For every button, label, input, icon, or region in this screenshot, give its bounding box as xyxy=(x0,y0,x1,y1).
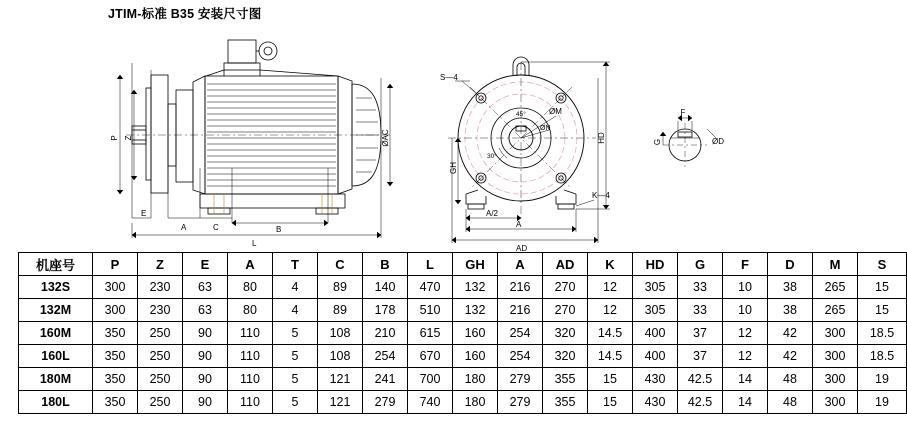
column-header: D xyxy=(768,253,813,276)
column-header: B xyxy=(363,253,408,276)
dimension-table xyxy=(18,252,907,414)
label-A2: A/2 xyxy=(486,209,499,218)
table-cell: 110 xyxy=(228,391,273,414)
column-header: Z xyxy=(138,253,183,276)
column-header: GH xyxy=(453,253,498,276)
table-cell: 740 xyxy=(408,391,453,414)
table-cell: 42 xyxy=(768,345,813,368)
table-row xyxy=(19,345,907,368)
table-cell: 400 xyxy=(633,345,678,368)
table-cell: 63 xyxy=(183,276,228,299)
table-cell: 14 xyxy=(723,368,768,391)
table-cell: 254 xyxy=(498,322,543,345)
table-cell: 510 xyxy=(408,299,453,322)
label-E: E xyxy=(141,209,147,218)
table-cell: 265 xyxy=(813,299,858,322)
table-cell: 48 xyxy=(768,368,813,391)
column-header: S xyxy=(858,253,907,276)
column-header: K xyxy=(588,253,633,276)
table-cell: 63 xyxy=(183,299,228,322)
table-cell: 350 xyxy=(93,368,138,391)
table-cell: 12 xyxy=(723,345,768,368)
table-cell: 110 xyxy=(228,322,273,345)
label-P: P xyxy=(110,135,119,141)
column-header: A xyxy=(498,253,543,276)
table-cell: 10 xyxy=(723,299,768,322)
label-30: 30° xyxy=(487,153,497,160)
label-M: ØM xyxy=(549,107,562,116)
table-cell: 355 xyxy=(543,368,588,391)
label-GH: GH xyxy=(449,162,458,174)
table-cell: 265 xyxy=(813,276,858,299)
label-S4: S—4 xyxy=(440,73,458,82)
table-header-row xyxy=(19,253,907,276)
label-K4: K—4 xyxy=(592,191,610,200)
table-cell: 470 xyxy=(408,276,453,299)
table-cell: 279 xyxy=(498,391,543,414)
label-L: L xyxy=(252,239,257,248)
table-cell: 300 xyxy=(93,276,138,299)
technical-drawing xyxy=(0,18,800,253)
table-cell: 254 xyxy=(363,345,408,368)
table-cell: 250 xyxy=(138,322,183,345)
label-45: 45° xyxy=(516,111,526,118)
table-cell: 140 xyxy=(363,276,408,299)
table-cell: 12 xyxy=(588,299,633,322)
table-cell: 15 xyxy=(858,299,907,322)
table-cell: 10 xyxy=(723,276,768,299)
table-cell: 350 xyxy=(93,391,138,414)
table-row xyxy=(19,391,907,414)
column-header: 机座号 xyxy=(19,253,93,276)
label-Afront: A xyxy=(516,220,522,229)
table-cell: 42.5 xyxy=(678,368,723,391)
table-cell: 320 xyxy=(543,322,588,345)
table-row xyxy=(19,368,907,391)
table-cell: 254 xyxy=(498,345,543,368)
label-G: G xyxy=(653,138,662,146)
table-cell: 15 xyxy=(858,276,907,299)
table-row xyxy=(19,299,907,322)
column-header: HD xyxy=(633,253,678,276)
table-cell: 38 xyxy=(768,276,813,299)
table-cell: 89 xyxy=(318,276,363,299)
table-cell: 132 xyxy=(453,299,498,322)
table-cell: 5 xyxy=(273,368,318,391)
cell-frame-size: 160L xyxy=(19,345,93,368)
table-row xyxy=(19,276,907,299)
table-cell: 350 xyxy=(93,345,138,368)
table-cell: 279 xyxy=(498,368,543,391)
table-cell: 80 xyxy=(228,299,273,322)
label-B: B xyxy=(276,225,282,234)
column-header: E xyxy=(183,253,228,276)
table-cell: 216 xyxy=(498,276,543,299)
table-cell: 15 xyxy=(588,391,633,414)
table-cell: 350 xyxy=(93,322,138,345)
table-cell: 4 xyxy=(273,276,318,299)
table-cell: 250 xyxy=(138,345,183,368)
column-header: M xyxy=(813,253,858,276)
table-cell: 12 xyxy=(723,322,768,345)
label-N: ØN xyxy=(540,125,551,132)
column-header: C xyxy=(318,253,363,276)
table-cell: 42.5 xyxy=(678,391,723,414)
label-AC: ØAC xyxy=(381,129,390,147)
table-cell: 14.5 xyxy=(588,345,633,368)
column-header: AD xyxy=(543,253,588,276)
table-cell: 270 xyxy=(543,276,588,299)
table-cell: 18.5 xyxy=(858,322,907,345)
cell-frame-size: 180M xyxy=(19,368,93,391)
table-cell: 178 xyxy=(363,299,408,322)
table-cell: 160 xyxy=(453,345,498,368)
column-header: G xyxy=(678,253,723,276)
dimension-table-wrapper xyxy=(18,252,895,414)
table-cell: 300 xyxy=(813,391,858,414)
table-cell: 400 xyxy=(633,322,678,345)
table-cell: 90 xyxy=(183,322,228,345)
table-cell: 90 xyxy=(183,345,228,368)
table-cell: 230 xyxy=(138,299,183,322)
table-cell: 19 xyxy=(858,368,907,391)
table-cell: 160 xyxy=(453,322,498,345)
table-cell: 15 xyxy=(588,368,633,391)
table-row xyxy=(19,322,907,345)
table-cell: 300 xyxy=(813,322,858,345)
table-cell: 37 xyxy=(678,345,723,368)
label-F: F xyxy=(680,108,686,117)
table-cell: 320 xyxy=(543,345,588,368)
table-cell: 615 xyxy=(408,322,453,345)
table-cell: 180 xyxy=(453,368,498,391)
label-AD: AD xyxy=(516,244,528,253)
table-cell: 250 xyxy=(138,391,183,414)
table-cell: 230 xyxy=(138,276,183,299)
table-cell: 37 xyxy=(678,322,723,345)
label-C: C xyxy=(213,223,219,232)
table-cell: 33 xyxy=(678,276,723,299)
label-HD: HD xyxy=(597,132,606,144)
table-cell: 19 xyxy=(858,391,907,414)
table-cell: 430 xyxy=(633,368,678,391)
label-Z: Z xyxy=(124,135,133,141)
table-cell: 14.5 xyxy=(588,322,633,345)
column-header: F xyxy=(723,253,768,276)
table-cell: 4 xyxy=(273,299,318,322)
cell-frame-size: 132M xyxy=(19,299,93,322)
table-cell: 110 xyxy=(228,345,273,368)
table-cell: 670 xyxy=(408,345,453,368)
table-cell: 42 xyxy=(768,322,813,345)
table-cell: 14 xyxy=(723,391,768,414)
column-header: T xyxy=(273,253,318,276)
table-cell: 300 xyxy=(813,345,858,368)
table-cell: 89 xyxy=(318,299,363,322)
table-cell: 305 xyxy=(633,299,678,322)
table-cell: 5 xyxy=(273,345,318,368)
table-cell: 5 xyxy=(273,322,318,345)
table-cell: 108 xyxy=(318,345,363,368)
table-cell: 241 xyxy=(363,368,408,391)
table-cell: 18.5 xyxy=(858,345,907,368)
table-cell: 5 xyxy=(273,391,318,414)
table-cell: 210 xyxy=(363,322,408,345)
table-cell: 700 xyxy=(408,368,453,391)
table-cell: 108 xyxy=(318,322,363,345)
table-cell: 90 xyxy=(183,391,228,414)
column-header: A xyxy=(228,253,273,276)
table-cell: 80 xyxy=(228,276,273,299)
page-title: JTIM-标准 B35 安装尺寸图 xyxy=(108,7,262,21)
table-cell: 132 xyxy=(453,276,498,299)
table-cell: 38 xyxy=(768,299,813,322)
label-A: A xyxy=(181,223,187,232)
table-cell: 305 xyxy=(633,276,678,299)
table-cell: 12 xyxy=(588,276,633,299)
table-cell: 270 xyxy=(543,299,588,322)
table-cell: 430 xyxy=(633,391,678,414)
cell-frame-size: 180L xyxy=(19,391,93,414)
column-header: P xyxy=(93,253,138,276)
table-cell: 355 xyxy=(543,391,588,414)
column-header: L xyxy=(408,253,453,276)
cell-frame-size: 160M xyxy=(19,322,93,345)
table-cell: 121 xyxy=(318,368,363,391)
table-cell: 48 xyxy=(768,391,813,414)
table-cell: 300 xyxy=(813,368,858,391)
table-cell: 121 xyxy=(318,391,363,414)
table-cell: 250 xyxy=(138,368,183,391)
table-cell: 180 xyxy=(453,391,498,414)
cell-frame-size: 132S xyxy=(19,276,93,299)
label-D: ØD xyxy=(712,137,724,146)
table-cell: 279 xyxy=(363,391,408,414)
table-cell: 216 xyxy=(498,299,543,322)
table-cell: 33 xyxy=(678,299,723,322)
table-cell: 300 xyxy=(93,299,138,322)
table-cell: 110 xyxy=(228,368,273,391)
table-cell: 90 xyxy=(183,368,228,391)
